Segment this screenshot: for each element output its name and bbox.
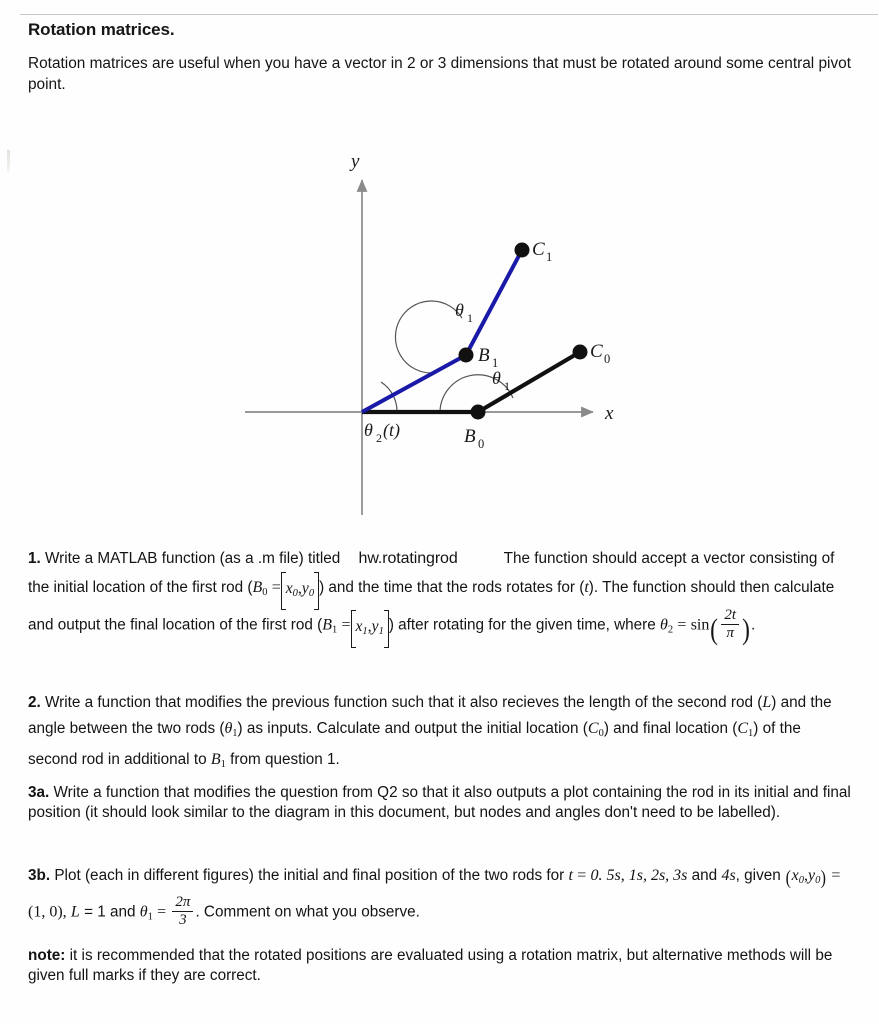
q3b-equals: =: [577, 867, 587, 884]
q3b-equals-3: =: [157, 903, 167, 921]
svg-text:0: 0: [478, 437, 485, 451]
q1-B-symbol: B: [252, 579, 263, 596]
label-theta1-upper: [455, 300, 473, 325]
q1-fraction: [721, 607, 739, 642]
q3b-x0: x: [791, 867, 799, 884]
q3b-comma: ,: [804, 867, 809, 884]
q3b-and: and: [691, 867, 718, 884]
q2-text-b: ) and the angle between the two rods (: [28, 694, 832, 737]
q2-text-c: ) as inputs. Calculate and output the initial location (: [237, 720, 588, 737]
q2-text-e: ) of the second rod in additional to: [28, 720, 801, 768]
svg-text:1: 1: [492, 356, 499, 370]
question-3b: 3b. Plot (each in different figures) the initial and final position of the two rods for t = 0. 5s, 1s, 2s, 3s and 4s, given $(x_0,y_0) = (1$, 0), L = 1 and $\theta_1$ = $\frac{2\pi}{3}$ . Comment on what you observe.: [28, 866, 841, 928]
svg-text:C: C: [590, 341, 603, 362]
q1-sin: sin: [690, 616, 710, 634]
q1-y0-sub: 0: [308, 588, 315, 600]
svg-text:1: 1: [504, 379, 510, 393]
q2-text-d: ) and final location (: [603, 720, 738, 737]
q1-x0-sub: 0: [292, 588, 298, 600]
q1-theta2-subscript: 2: [667, 624, 674, 636]
q3b-fraction: [172, 894, 193, 929]
note-block: [28, 946, 852, 986]
svg-text:(t): (t): [383, 420, 400, 440]
q1-text-d: ). The function should then calculate and output the final location of the first rod (: [28, 579, 835, 634]
q1-B1-subscript: 1: [332, 624, 338, 636]
svg-text:0: 0: [604, 352, 611, 366]
q1-period: .: [751, 616, 756, 634]
question-3a: [28, 783, 852, 823]
q1-y1: y: [371, 617, 379, 635]
q3b-number: 3b.: [28, 867, 51, 884]
svg-text:B: B: [478, 345, 490, 366]
q1-frac-numerator: 2t: [724, 607, 737, 624]
q1-y1-sub: 1: [378, 625, 384, 637]
q1-comma: ,: [297, 580, 302, 598]
label-C1: [532, 239, 552, 264]
rotated-rod-2: [466, 250, 522, 355]
q3b-L-value: = 1 and: [84, 903, 136, 921]
node-C0: [573, 345, 588, 360]
q1-equals-3: =: [677, 616, 687, 634]
q1-function-name: hw.rotatingrod: [358, 550, 458, 567]
q3b-coords: (1, 0): [28, 903, 63, 921]
svg-text:2: 2: [376, 431, 382, 445]
q3b-x0-sub: 0: [798, 874, 805, 886]
q3b-comma-2: ,: [62, 903, 67, 921]
q1-text-e: ) after rotating for the given time, where: [388, 616, 656, 634]
q1-vector-B0: [281, 574, 319, 608]
q1-equals: =: [271, 579, 281, 596]
x-axis-label: x: [605, 403, 614, 424]
q1-t-symbol: t: [584, 579, 589, 596]
header-divider: [20, 14, 878, 15]
svg-text:θ: θ: [455, 300, 464, 320]
q3b-text-b: , given: [735, 867, 781, 884]
q1-text-b: The function should accept a vector consisting of the initial location of the first rod (: [28, 550, 835, 596]
q1-y0: y: [301, 580, 309, 598]
q2-text-a: Write a function that modifies the previous function such that it also recieves the length of the second rod (: [45, 694, 763, 711]
label-C0: [590, 341, 610, 366]
q1-vector-B1: [351, 612, 389, 646]
svg-text:C: C: [532, 239, 545, 260]
q1-x1: x: [355, 617, 363, 635]
note-text: it is recommended that the rotated positions are evaluated using a rotation matrix, but alternative methods will be given full marks if they are correct.: [28, 947, 833, 984]
question-2: [28, 690, 852, 778]
label-theta1-lower: [492, 368, 510, 393]
svg-text:θ: θ: [364, 420, 373, 440]
q2-theta1-symbol: θ: [224, 720, 233, 737]
q2-B-symbol: B: [210, 750, 221, 768]
q1-B0-subscript: 0: [262, 586, 268, 598]
q1-text-c: ) and the time that the rods rotates for (: [319, 579, 585, 596]
q3b-theta1-symbol: θ: [139, 903, 148, 921]
svg-text:B: B: [464, 426, 476, 447]
label-B0: [464, 426, 484, 451]
intro-paragraph: Rotation matrices are useful when you have a vector in 2 or 3 dimensions that must be rotated around some central pivot point.: [28, 55, 851, 93]
svg-text:1: 1: [546, 250, 553, 264]
q1-text-a: Write a MATLAB function (as a .m file) titled: [45, 550, 341, 567]
y-axis-label: y: [351, 151, 360, 172]
page-title: Rotation matrices.: [28, 20, 175, 39]
q3b-y0: y: [808, 867, 816, 884]
q2-C-symbol: C: [587, 720, 599, 737]
q3b-text-a: Plot (each in different figures) the initial and final position of the two rods for: [54, 867, 565, 884]
q1-equals-2: =: [341, 616, 351, 634]
q2-C-symbol-2: C: [737, 720, 748, 737]
q1-B-symbol-2: B: [322, 616, 332, 634]
svg-text:θ: θ: [492, 368, 501, 388]
q2-theta1-subscript: 1: [232, 727, 238, 739]
q2-number: 2.: [28, 694, 41, 711]
q3b-theta1-subscript: 1: [147, 911, 153, 923]
q2-C1-subscript: 1: [747, 727, 754, 739]
q3a-number: 3a.: [28, 784, 50, 801]
diagram-svg: [0, 130, 879, 530]
q3b-t-symbol: t: [568, 867, 573, 884]
q1-theta2-symbol: θ: [660, 616, 668, 634]
q2-C0-subscript: 0: [598, 727, 604, 739]
q2-B1-subscript: 1: [220, 758, 226, 770]
q2-text-f: from question 1.: [230, 750, 340, 768]
q3b-t-last: 4s: [721, 867, 736, 884]
q1-x1-sub: 1: [362, 625, 368, 637]
q1-frac-denominator: π: [721, 624, 739, 642]
question-1: 1. Write a MATLAB function (as a .m file) titled hw.rotatingrod The function should accept a vector consisting of the initial location of the first rod ($B_0 = x_0,y_0$ ) and the time that the rods rotates for (t). The function should then calculate and output the final location of the first rod ($B_1 = x_1,y_1$ ) after rotating for the given time, where $\theta_2 = \sin$( $\frac{2t}{\pi}$ ).: [28, 550, 835, 647]
node-C1: [515, 243, 530, 258]
q1-comma-2: ,: [367, 617, 372, 635]
q3b-frac-denominator: 3: [172, 911, 193, 929]
node-B1: [459, 348, 474, 363]
q1-x0: x: [285, 580, 293, 598]
q1-number: 1.: [28, 550, 41, 567]
q3b-frac-numerator: 2π: [175, 893, 191, 910]
q3a-text: Write a function that modifies the question from Q2 so that it also outputs a plot containing the rod in its initial and final position (it should look similar to the diagram in this document, but nodes and angles don't need to be labelled).: [28, 784, 851, 821]
node-B0: [471, 405, 486, 420]
q3b-t-values: 0. 5s, 1s, 2s, 3s: [590, 867, 688, 884]
q3b-text-c: . Comment on what you observe.: [195, 903, 420, 921]
svg-text:1: 1: [467, 311, 473, 325]
q3b-equals-2: =: [831, 867, 841, 884]
label-theta2: [364, 420, 400, 445]
rotation-diagram: [0, 130, 879, 530]
label-B1: [478, 345, 498, 370]
q3b-L-symbol: L: [70, 903, 80, 921]
rotated-rod-1: [362, 355, 466, 412]
note-label: note:: [28, 947, 66, 964]
q3b-y0-sub: 0: [815, 874, 821, 886]
q2-L-symbol: L: [762, 694, 772, 711]
